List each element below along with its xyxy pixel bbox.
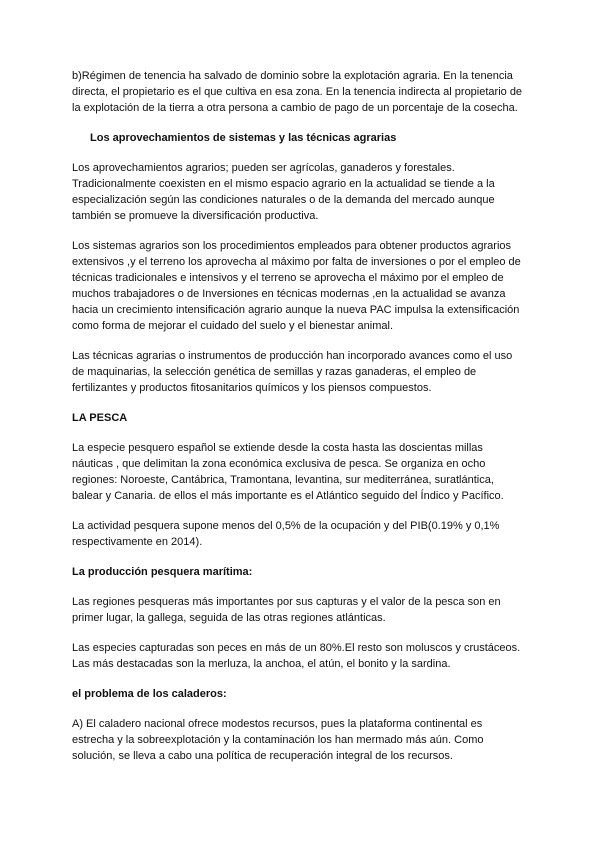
text-line: la explotación de la tierra a otra persona a cambio de pago de un porcentaje de la cosecha. (72, 102, 518, 114)
text-line: fertilizantes y productos fitosanitarios químicos y los piensos compuestos. (72, 382, 432, 394)
text-line: como forma de mejorar el cuidado del suelo y el bienestar animal. (72, 320, 393, 332)
text-line: Las más destacadas son la merluza, la anchoa, el atún, el bonito y la sardina. (72, 658, 451, 670)
paragraph-actividad-pesquera (72, 518, 532, 550)
text-line: de maquinarias, la selección genética de semillas y razas ganaderas, el empleo de (72, 366, 477, 378)
text-line: hacia un crecimiento intensificación agrario aunque la nueva PAC impulsa la extensificación (72, 304, 520, 316)
text-line: directa, el propietario es el que cultiva en esa zona. En la tenencia indirecta al propietario de (72, 86, 523, 98)
document-page (72, 68, 532, 764)
paragraph-regiones-pesqueras (72, 594, 532, 626)
text-line: balear y Canaria. de ellos el más importante es el Atlántico seguido del Índico y Pacífico. (72, 490, 504, 502)
text-line: respectivamente en 2014). (72, 536, 203, 548)
text-line: técnicas tradicionales e intensivos y el terreno se aprovecha el máximo por el empleo de (72, 272, 504, 284)
paragraph-tecnicas-agrarias (72, 348, 532, 396)
text-line: náuticas , que delimitan la zona económica exclusiva de pesca. Se organiza en ocho (72, 458, 486, 470)
text-line: especialización según las condiciones naturales o de la demanda del mercado aunque (72, 194, 495, 206)
text-line: muchos trabajadores o de Inversiones en técnicas modernas ,en la actualidad se avanza (72, 288, 506, 300)
text-line: Las regiones pesqueras más importantes por sus capturas y el valor de la pesca son en (72, 596, 501, 608)
text-line: solución, se lleva a cabo una política de recuperación integral de los recursos. (72, 750, 453, 762)
text-line: Los sistemas agrarios son los procedimientos empleados para obtener productos agrarios (72, 240, 512, 252)
paragraph-especie-pesquero (72, 440, 532, 504)
text-line: b)Régimen de tenencia ha salvado de dominio sobre la explotación agraria. En la tenencia (72, 70, 513, 82)
heading-produccion-pesquera: La producción pesquera marítima: (72, 566, 253, 578)
text-line: regiones: Noroeste, Cantábrica, Tramontana, levantina, sur mediterránea, suratlántica, (72, 474, 494, 486)
paragraph-sistemas-agrarios (72, 238, 532, 334)
heading-aprovechamientos: Los aprovechamientos de sistemas y las técnicas agrarias (90, 132, 397, 144)
text-line: primer lugar, la gallega, seguida de las otras regiones atlánticas. (72, 612, 386, 624)
paragraph-caladero-nacional (72, 716, 532, 764)
text-line: Las especies capturadas son peces en más de un 80%.El resto son moluscos y crustáceos. (72, 642, 521, 654)
heading-problema-caladeros: el problema de los caladeros: (72, 688, 227, 700)
text-line: A) El caladero nacional ofrece modestos recursos, pues la plataforma continental es (72, 718, 483, 730)
text-line: La especie pesquero español se extiende desde la costa hasta las doscientas millas (72, 442, 483, 454)
text-line: La actividad pesquera supone menos del 0,5% de la ocupación y del PIB(0.19% y 0,1% (72, 520, 500, 532)
paragraph-regimen-tenencia (72, 68, 532, 116)
paragraph-especies-capturadas (72, 640, 532, 672)
text-line: Los aprovechamientos agrarios; pueden ser agrícolas, ganaderos y forestales. (72, 162, 455, 174)
text-line: también se promueve la diversificación productiva. (72, 210, 319, 222)
text-line: Las técnicas agrarias o instrumentos de producción han incorporado avances como el uso (72, 350, 513, 362)
text-line: Tradicionalmente coexisten en el mismo espacio agrario en la actualidad se tiende a la (72, 178, 495, 190)
paragraph-aprovechamientos (72, 160, 532, 224)
heading-la-pesca: LA PESCA (72, 412, 128, 424)
text-line: estrecha y la sobreexplotación y la contaminación los han mermado más aún. Como (72, 734, 484, 746)
text-line: extensivos ,y el terreno los aprovecha al máximo por falta de inversiones o por el empleo de (72, 256, 521, 268)
